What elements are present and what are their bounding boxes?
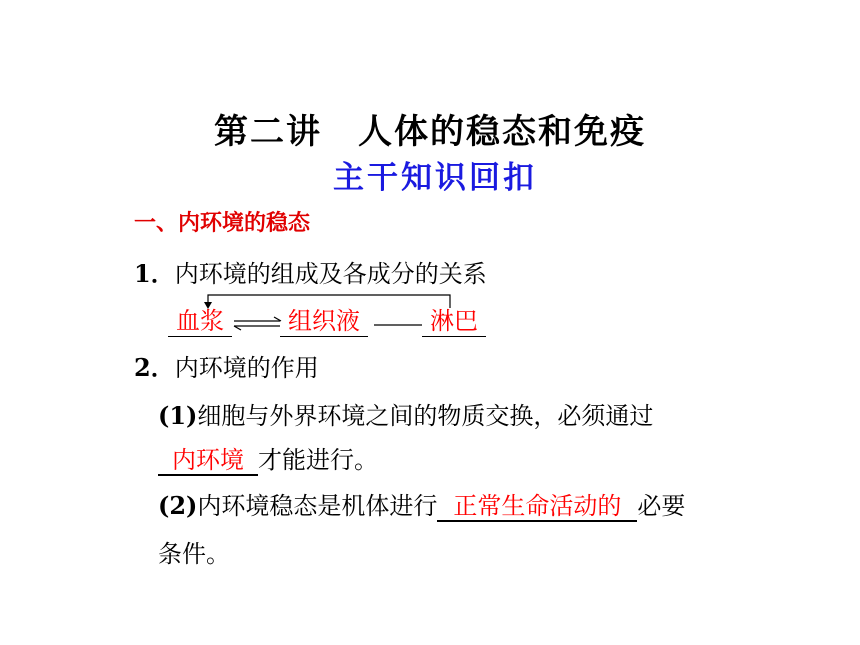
sub-item-2-answer: 正常生命活动的: [437, 492, 637, 522]
item-2-number: 2．: [134, 353, 175, 382]
sub-item-2: [158, 486, 685, 522]
item-2: [134, 348, 319, 383]
sub-item-2-tail: 必要: [637, 492, 686, 520]
item-1: [134, 254, 487, 289]
term-plasma: 血浆: [168, 306, 232, 337]
sub-item-1-text: 细胞与外界环境之间的物质交换，必须通过: [197, 402, 654, 430]
section-heading: 一、内环境的稳态: [134, 211, 311, 236]
sub-item-1: [158, 396, 653, 431]
sub-item-2-tail-2: 条件。: [158, 540, 230, 568]
item-1-text: 内环境的组成及各成分的关系: [174, 260, 487, 288]
sub-item-1-tail: 才能进行。: [258, 446, 378, 474]
relationship-diagram: [160, 292, 500, 348]
sub-item-1-answer-line: [158, 440, 378, 476]
page-title: 第二讲 人体的稳态和免疫: [214, 112, 646, 152]
page-subtitle: 主干知识回扣: [333, 160, 537, 196]
term-tissue-fluid: 组织液: [280, 306, 368, 337]
item-1-number: 1．: [134, 259, 175, 288]
sub-item-1-answer: 内环境: [158, 446, 258, 476]
item-2-text: 内环境的作用: [174, 354, 319, 382]
sub-item-2-text: 内环境稳态是机体进行: [197, 492, 438, 520]
term-lymph: 淋巴: [422, 306, 486, 337]
arrowhead-left-icon: [234, 326, 241, 330]
sub-item-1-number: (1): [158, 401, 198, 430]
sub-item-2-continuation: [158, 534, 230, 569]
sub-item-2-number: (2): [158, 491, 198, 520]
